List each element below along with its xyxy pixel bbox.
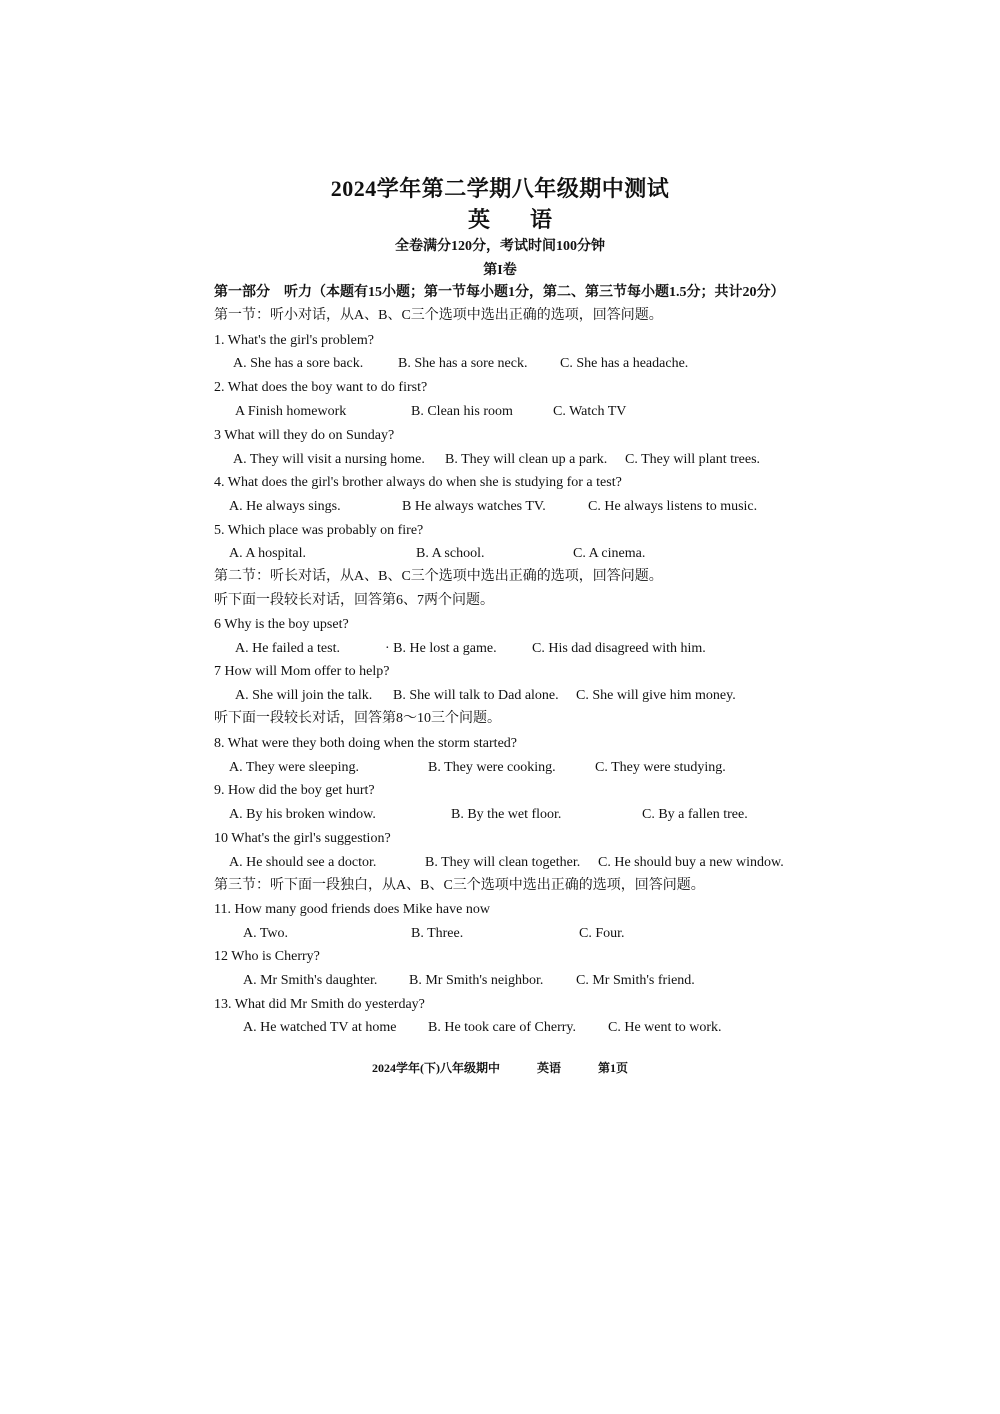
exam-subject: 英语 bbox=[467, 207, 592, 232]
q3-option-c: C. They will plant trees. bbox=[625, 452, 761, 467]
section2-instruction: 第二节：听长对话，从A、B、C三个选项中选出正确的选项，回答问题。 bbox=[214, 569, 663, 584]
q2-option-a: A Finish homework bbox=[235, 404, 347, 419]
q5-option-a: A. A hospital. bbox=[229, 546, 307, 561]
q9-option-a: A. By his broken window. bbox=[229, 807, 376, 822]
q7-option-c: C. She will give him money. bbox=[576, 688, 736, 703]
page-footer bbox=[0, 1059, 1000, 1076]
question-10: 10 What's the girl's suggestion? bbox=[214, 831, 391, 846]
q6-option-c: C. His dad disagreed with him. bbox=[532, 641, 706, 656]
section1-instruction: 第一节：听小对话，从A、B、C三个选项中选出正确的选项，回答问题。 bbox=[214, 308, 663, 323]
question-12: 12 Who is Cherry? bbox=[214, 949, 320, 964]
question-1: 1. What's the girl's problem? bbox=[214, 333, 374, 348]
q9-option-c: C. By a fallen tree. bbox=[642, 807, 748, 822]
q2-option-c: C. Watch TV bbox=[553, 404, 627, 419]
q10-option-a: A. He should see a doctor. bbox=[229, 855, 377, 870]
q8-option-c: C. They were studying. bbox=[595, 760, 726, 775]
q3-option-a: A. They will visit a nursing home. bbox=[233, 452, 425, 467]
q11-option-b: B. Three. bbox=[411, 926, 464, 941]
question-4: 4. What does the girl's brother always do when she is studying for a test? bbox=[214, 475, 622, 490]
question-9: 9. How did the boy get hurt? bbox=[214, 783, 375, 798]
q4-option-c: C. He always listens to music. bbox=[588, 499, 758, 514]
q3-option-b: B. They will clean up a park. bbox=[445, 452, 608, 467]
footer-term: 2024学年(下)八年级期中 bbox=[371, 1061, 500, 1075]
footer-subject: 英语 bbox=[536, 1061, 561, 1075]
exam-info: 全卷满分120分，考试时间100分钟 bbox=[395, 239, 605, 254]
q12-option-b: B. Mr Smith's neighbor. bbox=[409, 973, 544, 988]
q4-option-b: B He always watches TV. bbox=[402, 499, 546, 514]
question-2: 2. What does the boy want to do first? bbox=[214, 380, 428, 395]
q2-option-b: B. Clean his room bbox=[411, 404, 513, 419]
q11-option-a: A. Two. bbox=[243, 926, 289, 941]
q6-option-b: · B. He lost a game. bbox=[385, 641, 497, 656]
q4-option-a: A. He always sings. bbox=[229, 499, 341, 514]
question-13: 13. What did Mr Smith do yesterday? bbox=[214, 997, 425, 1012]
section2-intro-a: 听下面一段较长对话，回答第6、7两个问题。 bbox=[214, 593, 494, 608]
question-5: 5. Which place was probably on fire? bbox=[214, 523, 424, 538]
question-11: 11. How many good friends does Mike have now bbox=[214, 902, 490, 917]
q13-option-c: C. He went to work. bbox=[608, 1020, 722, 1035]
q9-option-b: B. By the wet floor. bbox=[451, 807, 562, 822]
section3-instruction: 第三节：听下面一段独白，从A、B、C三个选项中选出正确的选项，回答问题。 bbox=[214, 878, 705, 893]
q5-option-b: B. A school. bbox=[416, 546, 485, 561]
q8-option-b: B. They were cooking. bbox=[428, 760, 556, 775]
q11-option-c: C. Four. bbox=[579, 926, 625, 941]
q13-option-b: B. He took care of Cherry. bbox=[428, 1020, 576, 1035]
q7-option-a: A. She will join the talk. bbox=[235, 688, 373, 703]
question-7: 7 How will Mom offer to help? bbox=[214, 664, 390, 679]
exam-volume: 第I卷 bbox=[483, 263, 517, 278]
q12-option-c: C. Mr Smith's friend. bbox=[576, 973, 695, 988]
q5-option-c: C. A cinema. bbox=[573, 546, 646, 561]
section2-intro-b: 听下面一段较长对话，回答第8～10三个问题。 bbox=[214, 711, 501, 726]
q1-option-b: B. She has a sore neck. bbox=[398, 356, 528, 371]
question-8: 8. What were they both doing when the storm started? bbox=[214, 736, 517, 751]
part1-heading: 第一部分 听力（本题有15小题；第一节每小题1分，第二、第三节每小题1.5分；共计20分） bbox=[214, 285, 785, 300]
q10-option-c: C. He should buy a new window. bbox=[598, 855, 784, 870]
q13-option-a: A. He watched TV at home bbox=[243, 1020, 397, 1035]
q10-option-b: B. They will clean together. bbox=[425, 855, 581, 870]
q12-option-a: A. Mr Smith's daughter. bbox=[243, 973, 378, 988]
q1-option-a: A. She has a sore back. bbox=[233, 356, 364, 371]
footer-page-number: 第1页 bbox=[598, 1061, 629, 1075]
q1-option-c: C. She has a headache. bbox=[560, 356, 689, 371]
question-6: 6 Why is the boy upset? bbox=[214, 617, 349, 632]
question-3: 3 What will they do on Sunday? bbox=[214, 428, 395, 443]
exam-title: 2024学年第二学期八年级期中测试 bbox=[330, 176, 670, 201]
q7-option-b: B. She will talk to Dad alone. bbox=[393, 688, 559, 703]
q8-option-a: A. They were sleeping. bbox=[229, 760, 359, 775]
q6-option-a: A. He failed a test. bbox=[235, 641, 340, 656]
